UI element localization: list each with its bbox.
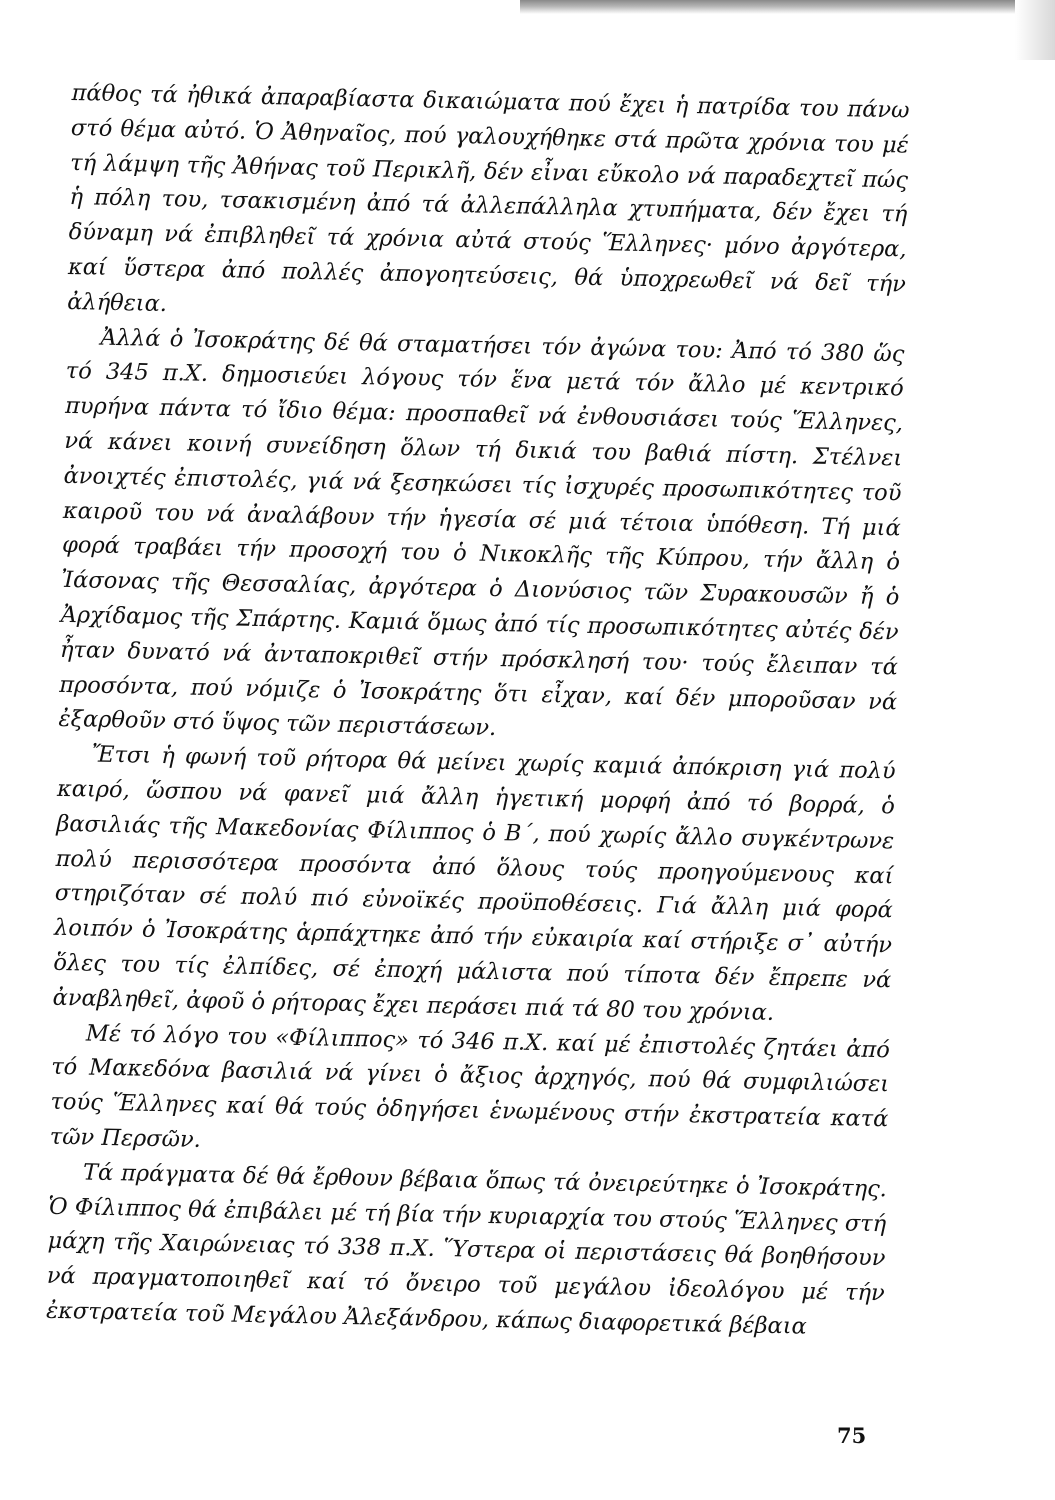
scan-page-edge [520,0,1055,14]
page-body [46,76,910,1346]
paragraph-4: Μέ τό λόγο του «Φίλιππος» τό 346 π.Χ. καί μέ ἐπιστολές ζητάει ἀπό τό Μακεδόνα βασιλιά νά γίνει ὁ ἄξιος ἀρχηγός, πού θά συμφιλιώσει τούς Ἕλληνες καί θά τούς ὁδηγήσει ἑνωμένους στήν ἐκστρατεία κατά τῶν Περσῶν. [49,1020,891,1153]
paragraph-5: Τά πράγματα δέ θά ἔρθουν βέβαια ὅπως τά ὀνειρεύτηκε ὁ Ἰσοκράτης. Ὁ Φίλιππος θά ἐπιβάλει μέ τή βία τήν κυριαρχία του στούς Ἕλληνες στή μάχη τῆς Χαιρώνειας τό 338 π.Χ. Ὕστερα οἱ περιστάσεις θά βοηθήσουν νά πραγματοποιηθεῖ καί τό ὄνειρο τοῦ μεγάλου ἰδεολόγου μέ τήν ἐκστρατεία τοῦ Μεγάλου Ἀλεξάνδρου, κάπως διαφορετικά βέβαια [45,1159,888,1340]
paragraph-3: Ἔτσι ἡ φωνή τοῦ ρήτορα θά μείνει χωρίς καμιά ἀπόκριση γιά πολύ καιρό, ὥσπου νά φανεῖ μιά ἄλλη ἡγετική μορφή ἀπό τό βορρά, ὁ βασιλιάς τῆς Μακεδονίας Φίλιππος ὁ Β΄, πού χωρίς ἄλλο συγκέντρωνε πολύ περισσότερα προσόντα ἀπό ὅλους τούς προηγούμενους καί στηριζόταν σέ πολύ πιό εὐνοϊκές προϋποθέσεις. Γιά ἄλλη μιά φορά λοιπόν ὁ Ἰσοκράτης ἁρπάχτηκε ἀπό τήν εὐκαιρία καί στήριξε σ᾽ αὐτήν ὅλες του τίς ἐλπίδες, σέ ἐποχή μάλιστα πού τίποτα δέν ἔπρεπε νά ἀναβληθεῖ, ἀφοῦ ὁ ρήτορας ἔχει περάσει πιά τά 80 του χρόνια. [52,741,896,1026]
page-number: 75 [837,1423,867,1448]
paragraph-1: πάθος τά ἠθικά ἀπαραβίαστα δικαιώματα πού ἔχει ἡ πατρίδα του πάνω στό θέμα αὐτό. Ὁ Ἀθηναῖος, πού γαλουχήθηκε στά πρῶτα χρόνια του μέ τή λάμψη τῆς Ἀθήνας τοῦ Περικλῆ, δέν εἶναι εὔκολο νά παραδεχτεῖ πώς ἡ πόλη του, τσακισμένη ἀπό τά ἀλλεπάλληλα χτυπήματα, δέν ἔχει τή δύναμη νά ἐπιβληθεῖ τά χρόνια αὐτά στούς Ἕλληνες· μόνο ἀργότερα, καί ὕστερα ἀπό πολλές ἀπογοητεύσεις, θά ὑποχρεωθεῖ νά δεῖ τήν ἀλήθεια. [66,79,910,317]
scan-corner-shadow [1015,0,1055,60]
paragraph-2: Ἀλλά ὁ Ἰσοκράτης δέ θά σταματήσει τόν ἀγώνα του: Ἀπό τό 380 ὥς τό 345 π.Χ. δημοσιεύει λόγους τόν ἕνα μετά τόν ἄλλο μέ κεντρικό πυρήνα πάντα τό ἴδιο θέμα: προσπαθεῖ νά ἐνθουσιάσει τούς Ἕλληνες, νά κάνει κοινή συνείδηση ὅλων τή δικιά του βαθιά πίστη. Στέλνει ἀνοιχτές ἐπιστολές, γιά νά ξεσηκώσει τίς ἰσχυρές προσωπικότητες τοῦ καιροῦ του νά ἀναλάβουν τήν ἡγεσία σέ μιά τέτοια ὑπόθεση. Τή μιά φορά τραβάει τήν προσοχή του ὁ Νικοκλῆς τῆς Κύπρου, τήν ἄλλη ὁ Ἰάσονας τῆς Θεσσαλίας, ἀργότερα ὁ Διονύσιος τῶν Συρακουσῶν ἤ ὁ Ἀρχίδαμος τῆς Σπάρτης. Καμιά ὅμως ἀπό τίς προσωπικότητες αὐτές δέν ἦταν δυνατό νά ἀνταποκριθεῖ στήν πρόσκλησή του· τούς ἔλειπαν τά προσόντα, πού νόμιζε ὁ Ἰσοκράτης ὅτι εἶχαν, καί δέν μποροῦσαν νά ἐξαρθοῦν στό ὕψος τῶν περιστάσεων. [58,324,905,742]
